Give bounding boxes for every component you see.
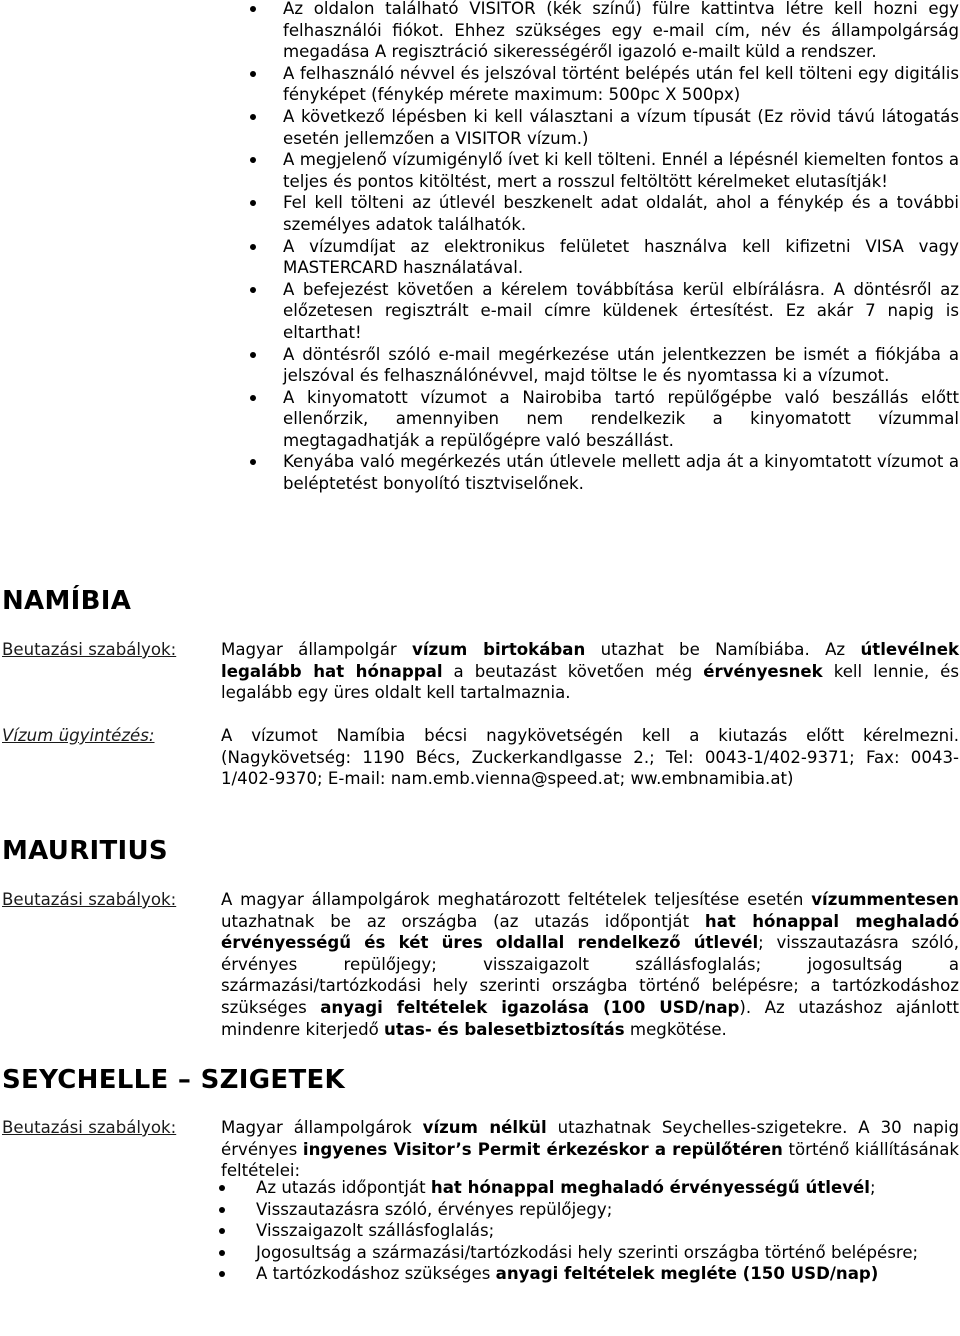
namibia-rules-text <box>221 639 959 704</box>
list-item <box>283 387 959 452</box>
text-run: történő kiállításának feltételei: <box>221 1139 959 1181</box>
text-run: Jogosultság a származási/tartózkodási hely szerinti országba történő belépésre; <box>256 1242 919 1262</box>
text-run: Az utazás időpontját <box>256 1178 431 1197</box>
namibia-rules-label: Beutazási szabályok: <box>2 640 177 659</box>
list-item <box>283 344 959 387</box>
seychelles-conditions-list <box>256 1177 959 1285</box>
bold-text-run: útlevélnek legalább hat hónappal <box>221 640 960 681</box>
text-run: ; <box>869 1178 876 1197</box>
list-item <box>256 1263 959 1285</box>
bold-text-run: ingyenes Visitor’s Permit érkezéskor a repülőtéren <box>302 1139 783 1159</box>
list-item <box>283 279 959 344</box>
text-run: ; visszautazásra szóló, érvényes repülőjegy; visszaigazolt szállásfoglalás; jogosultság a származási/tartózkodási hely szerinti országba történő belépésre; a tartózkodáshoz szükséges <box>221 933 959 1017</box>
bold-text-run: érvényesnek <box>703 661 823 681</box>
text-run: kell lennie, és legalább egy üres oldalt kell tartalmaznia. <box>221 661 959 703</box>
seychelles-rules-text <box>221 1117 959 1182</box>
text-run: Fel kell tölteni az útlevél beszkenelt adat oldalát, ahol a fénykép és a további személyes adatok találhatók. <box>283 193 959 234</box>
bold-text-run: utas- és balesetbiztosítás <box>384 1019 625 1039</box>
list-item <box>283 451 959 494</box>
list-item <box>256 1199 959 1221</box>
text-run: a beutazást követően még <box>442 661 704 681</box>
text-run: Visszaigazolt szállásfoglalás; <box>256 1221 495 1241</box>
list-item <box>256 1220 959 1242</box>
namibia-heading: NAMÍBIA <box>2 586 132 616</box>
list-item <box>283 149 959 192</box>
text-run: megkötése. <box>624 1019 727 1039</box>
text-run: A kinyomatott vízumot a Nairobiba tartó repülőgépbe való beszállás előtt ellenőrzik, amennyiben nem rendelkezik a kinyomatott vízummal megtagadhatják a repülőgépre való beszállást. <box>283 387 959 450</box>
text-run: ). Az utazáshoz ajánlott mindenre kiterjedő <box>221 997 960 1039</box>
bold-text-run: anyagi feltételek megléte (150 USD/nap) <box>495 1264 879 1284</box>
seychelles-rules-label: Beutazási szabályok: <box>2 1118 177 1137</box>
text-run: Magyar állampolgárok <box>221 1118 423 1137</box>
list-item <box>283 63 959 106</box>
text-run: Visszautazásra szóló, érvényes repülőjegy; <box>256 1199 613 1219</box>
list-item <box>283 0 959 63</box>
text-run: utazhatnak be az országba (az utazás időpontját <box>221 911 705 931</box>
text-run: A megjelenő vízumigénylő ívet ki kell tölteni. Ennél a lépésnél kiemelten fontos a teljes és pontos kitöltést, mert a rosszul feltöltött kérelmeket elutasítják! <box>283 150 959 191</box>
list-item <box>283 236 959 279</box>
namibia-visa-text: A vízumot Namíbia bécsi nagykövetségén kell a kiutazás előtt kérelmezni. (Nagykövetség: 1190 Bécs, Zuckerkandlgasse 2.; Tel: 0043-1/402-9371; Fax: 0043-1/402-9370; E-mail: nam.emb.vienna@speed.at; ww.embnamibia.at) <box>221 726 959 789</box>
list-item <box>283 106 959 149</box>
text-run: Az oldalon található VISITOR (kék színű) fülre kattintva létre kell hozni egy felhasználói fiókot. Ehhez szükséges egy e-mail cím, név és állampolgárság megadása A regisztráció sikerességéről igazoló e-mailt küld a rendszer. <box>283 0 959 62</box>
text-run: utazhatnak Seychelles-szigetekre. A 30 napig érvényes <box>221 1118 959 1159</box>
text-run: Magyar állampolgár <box>221 640 413 659</box>
text-run: utazhat be Namíbiába. Az <box>585 640 861 659</box>
seychelles-heading: SEYCHELLE – SZIGETEK <box>2 1065 345 1095</box>
text-run: A következő lépésben ki kell választani a vízum típusát (Ez rövid távú látogatás esetén jellemzően a VISITOR vízum.) <box>283 106 959 148</box>
text-run: A befejezést követően a kérelem továbbítása kerül elbírálásra. A döntésről az előzetesen regisztrált e-mail címre küldenek értesítést. Ez akár 7 napig is eltarthat! <box>283 279 959 342</box>
bold-text-run: vízum nélkül <box>422 1118 547 1137</box>
text-run: A vízumdíjat az elektronikus felületet használva kell kifizetni VISA vagy MASTERCARD használatával. <box>283 236 959 278</box>
text-run: A döntésről szóló e-mail megérkezése után jelentkezzen be ismét a fiókjába a jelszóval és felhasználónévvel, majd töltse le és nyomtassa ki a vízumot. <box>283 344 959 386</box>
list-item <box>283 192 959 235</box>
namibia-visa-label: Vízum ügyintézés: <box>2 726 155 745</box>
bold-text-run: anyagi feltételek igazolása (100 USD/nap <box>320 997 740 1017</box>
bold-text-run: hat hónappal meghaladó érvényességű útlevél <box>430 1178 870 1197</box>
mauritius-rules-label: Beutazási szabályok: <box>2 890 177 909</box>
mauritius-heading: MAURITIUS <box>2 836 168 866</box>
kenya-visa-steps-list <box>283 0 959 495</box>
mauritius-rules-text <box>221 889 959 1040</box>
bold-text-run: vízum birtokában <box>412 640 586 659</box>
bold-text-run: vízummentesen <box>811 890 959 909</box>
text-run: A magyar állampolgárok meghatározott feltételek teljesítése esetén <box>221 890 812 909</box>
list-item <box>256 1242 959 1264</box>
list-item <box>256 1177 959 1199</box>
text-run: A felhasználó névvel és jelszóval történt belépés után fel kell tölteni egy digitális fényképet (fénykép mérete maximum: 500pc X 500px) <box>283 63 959 105</box>
bold-text-run: hat hónappal meghaladó érvényességű és két üres oldallal rendelkező útlevél <box>221 911 959 953</box>
text-run: A tartózkodáshoz szükséges <box>256 1264 496 1284</box>
text-run: Kenyába való megérkezés után útlevele mellett adja át a kinyomtatott vízumot a beléptetést bonyolító tisztviselőnek. <box>283 452 959 494</box>
